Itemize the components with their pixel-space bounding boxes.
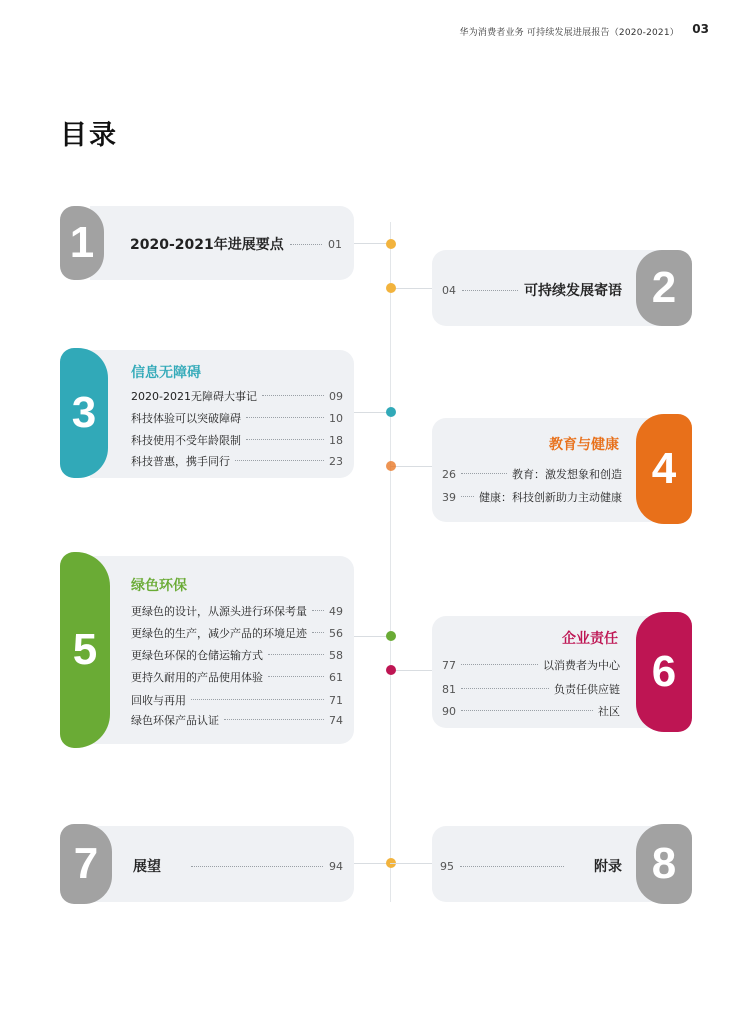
page-ref: 10 xyxy=(329,411,343,425)
toc-entry[interactable] xyxy=(131,712,343,728)
entry-text: 社区 xyxy=(598,705,620,718)
dot-leader xyxy=(224,719,324,720)
page-ref: 71 xyxy=(329,693,343,707)
dot-leader xyxy=(461,473,507,474)
dot-leader xyxy=(290,244,322,245)
dot-leader xyxy=(461,710,593,711)
section-title-4: 教育与健康 xyxy=(549,437,619,453)
section-number-tab-2 xyxy=(636,250,692,326)
entry-text: 科技体验可以突破障碍 xyxy=(131,412,241,425)
timeline-dot-6 xyxy=(386,665,396,675)
page-ref: 81 xyxy=(442,682,456,696)
section-title-1: 2020-2021年进展要点 xyxy=(130,237,284,253)
section-number-tab-3 xyxy=(60,348,108,478)
section-title-5: 绿色环保 xyxy=(131,578,187,594)
toc-entry[interactable] xyxy=(442,489,622,505)
toc-entry[interactable] xyxy=(131,669,343,685)
timeline-dot-2 xyxy=(386,283,396,293)
dot-leader xyxy=(246,439,324,440)
page-ref: 01 xyxy=(328,237,342,251)
section-number-5: 5 xyxy=(72,625,98,674)
section-title-2: 可持续发展寄语 xyxy=(524,283,622,299)
page-ref: 95 xyxy=(440,859,454,873)
section-number-8: 8 xyxy=(651,839,677,888)
page-ref: 18 xyxy=(329,433,343,447)
dot-leader xyxy=(235,460,324,461)
page-ref: 04 xyxy=(442,283,456,297)
page-ref: 23 xyxy=(329,454,343,468)
timeline-spine xyxy=(390,222,391,902)
dot-leader xyxy=(268,676,324,677)
page-ref: 26 xyxy=(442,467,456,481)
timeline-dot-1 xyxy=(386,239,396,249)
dot-leader xyxy=(460,866,564,867)
entry-text: 更持久耐用的产品使用体验 xyxy=(131,671,263,684)
page-ref: 77 xyxy=(442,658,456,672)
dot-leader xyxy=(462,290,518,291)
entry-text: 绿色环保产品认证 xyxy=(131,714,219,727)
entry-text: 2020-2021无障碍大事记 xyxy=(131,390,257,403)
page-ref: 61 xyxy=(329,670,343,684)
toc-entry[interactable] xyxy=(442,657,620,673)
connector-line xyxy=(354,636,390,637)
timeline-dot-5 xyxy=(386,631,396,641)
connector-line xyxy=(390,466,432,467)
toc-entry[interactable] xyxy=(131,647,343,663)
entry-text: 健康：科技创新助力主动健康 xyxy=(479,491,622,504)
section-number-6: 6 xyxy=(651,647,677,696)
section-number-tab-4 xyxy=(636,414,692,524)
section-number-tab-6 xyxy=(636,612,692,732)
section-number-tab-8 xyxy=(636,824,692,904)
section-number-tab-5 xyxy=(60,552,110,748)
section-number-tab-1 xyxy=(60,206,104,280)
dot-leader xyxy=(191,866,323,867)
section-number-tab-7 xyxy=(60,824,112,904)
toc-entry-section-7[interactable] xyxy=(133,856,343,876)
dot-leader xyxy=(262,395,324,396)
toc-entry-section-8[interactable] xyxy=(440,856,622,876)
entry-text: 负责任供应链 xyxy=(554,683,620,696)
dot-leader xyxy=(246,417,324,418)
page-ref: 39 xyxy=(442,490,456,504)
toc-entry[interactable] xyxy=(442,466,622,482)
section-number-7: 7 xyxy=(73,839,99,888)
toc-entry-section-2[interactable] xyxy=(442,280,622,300)
connector-line xyxy=(354,863,390,864)
toc-entry[interactable] xyxy=(442,703,620,719)
entry-text: 更绿色的生产，减少产品的环境足迹 xyxy=(131,627,307,640)
dot-leader xyxy=(268,654,324,655)
toc-entry[interactable] xyxy=(131,625,343,641)
dot-leader xyxy=(461,688,549,689)
toc-entry[interactable] xyxy=(131,692,343,708)
section-number-1: 1 xyxy=(69,218,95,267)
connector-line xyxy=(390,670,432,671)
connector-line xyxy=(354,243,390,244)
page-ref: 56 xyxy=(329,626,343,640)
section-title-3: 信息无障碍 xyxy=(131,365,201,381)
dot-leader xyxy=(461,664,538,665)
page-ref: 74 xyxy=(329,713,343,727)
toc-entry-section-1[interactable] xyxy=(130,234,342,254)
toc-entry[interactable] xyxy=(131,410,343,426)
dot-leader xyxy=(312,632,324,633)
entry-text: 以消费者为中心 xyxy=(543,659,620,672)
report-title: 华为消费者业务 可持续发展进展报告（2020-2021） xyxy=(459,28,679,38)
toc-entry[interactable] xyxy=(442,681,620,697)
page-ref: 94 xyxy=(329,859,343,873)
dot-leader xyxy=(312,610,324,611)
section-title-8: 附录 xyxy=(594,859,622,875)
section-number-2: 2 xyxy=(651,263,677,312)
entry-text: 更绿色环保的仓储运输方式 xyxy=(131,649,263,662)
dot-leader xyxy=(191,699,324,700)
timeline-dot-3 xyxy=(386,407,396,417)
page-ref: 49 xyxy=(329,604,343,618)
timeline-dot-4 xyxy=(386,461,396,471)
page-ref: 09 xyxy=(329,389,343,403)
section-number-4: 4 xyxy=(651,444,677,493)
toc-entry[interactable] xyxy=(131,453,343,469)
page-ref: 90 xyxy=(442,704,456,718)
connector-line xyxy=(390,288,432,289)
page-number: 03 xyxy=(692,22,709,36)
running-header xyxy=(459,25,707,38)
page-title: 目录 xyxy=(60,120,118,151)
dot-leader xyxy=(461,496,474,497)
page-ref: 58 xyxy=(329,648,343,662)
connector-line xyxy=(354,412,390,413)
toc-entry[interactable] xyxy=(131,388,343,404)
entry-text: 教育：激发想象和创造 xyxy=(512,468,622,481)
section-title-7: 展望 xyxy=(133,859,161,875)
toc-entry[interactable] xyxy=(131,432,343,448)
entry-text: 科技普惠，携手同行 xyxy=(131,455,230,468)
section-title-6: 企业责任 xyxy=(562,631,618,647)
entry-text: 科技使用不受年龄限制 xyxy=(131,434,241,447)
section-number-3: 3 xyxy=(71,388,97,437)
connector-line xyxy=(390,863,432,864)
entry-text: 更绿色的设计，从源头进行环保考量 xyxy=(131,605,307,618)
entry-text: 回收与再用 xyxy=(131,694,186,707)
toc-entry[interactable] xyxy=(131,603,343,619)
